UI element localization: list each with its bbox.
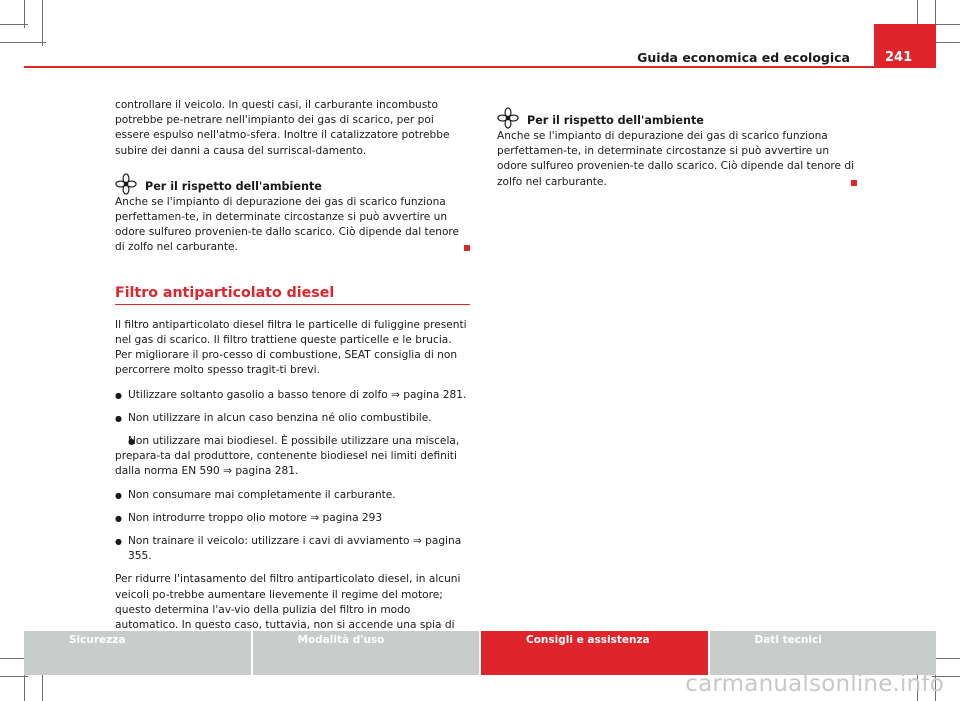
closing-text: Per ridurre l'intasamento del filtro antiparticolato diesel, in alcuni veicoli po-trebbe aumentare lievemente il regime del motore; questo determina l'av-vio della pulizia del filtro in modo automatico. In questo caso, tuttavia, non si accende una spia di bbox=[115, 573, 461, 632]
running-header-title: Guida economica ed ecologica bbox=[637, 50, 850, 65]
list-item: ● Non introdurre troppo olio motore ⇒ pagina 293 bbox=[115, 511, 470, 526]
environment-note-body: Anche se l'impianto di depurazione dei gas di scarico funziona perfettamen-te, in determinate circostanze si può avvertire un odore sulfureo provenien-te dallo scarico. Ciò dipende dal tenore di zolfo nel carburante. bbox=[497, 130, 855, 188]
crop-mark bbox=[932, 24, 960, 25]
crop-mark bbox=[0, 676, 28, 677]
environment-note-header bbox=[497, 107, 857, 129]
footer-tab-modalita-duso[interactable]: Modalità d'uso bbox=[253, 631, 480, 675]
list-item: ● Non consumare mai completamente il carburante. bbox=[115, 488, 470, 503]
footer-tab-dati-tecnici[interactable]: Dati tecnici bbox=[710, 631, 937, 675]
flower-environment-icon bbox=[497, 107, 519, 129]
crop-mark bbox=[0, 42, 46, 43]
list-item: ● Utilizzare soltanto gasolio a basso tenore di zolfo ⇒ pagina 281. bbox=[115, 388, 470, 403]
section-title: Filtro antiparticolato diesel bbox=[115, 286, 470, 305]
crop-mark bbox=[42, 0, 43, 46]
list-item: ● Non trainare il veicolo: utilizzare i cavi di avviamento ⇒ pagina 355. bbox=[115, 534, 470, 564]
page-number: 241 bbox=[874, 24, 936, 68]
environment-note-text bbox=[115, 195, 470, 256]
list-item: ● Non utilizzare mai biodiesel. È possibile utilizzare una miscela, prepara-ta dal produttore, contenente biodiesel nei limiti definiti dalla norma EN 590 ⇒ pagina 281. bbox=[115, 434, 470, 480]
crop-mark bbox=[24, 673, 25, 701]
list-item: ● Non utilizzare in alcun caso benzina né olio combustibile. bbox=[115, 411, 470, 426]
environment-note-title: Per il rispetto dell'ambiente bbox=[145, 179, 322, 193]
environment-note-text bbox=[497, 129, 857, 190]
footer-tab-sicurezza[interactable]: Sicurezza bbox=[24, 631, 251, 675]
section-end-marker bbox=[851, 180, 857, 186]
intro-paragraph: controllare il veicolo. In questi casi, il carburante incombusto potrebbe pe-netrare nell'impianto dei gas di scarico, per poi essere espulso nell'atmo-sfera. Inoltre il catalizzatore potrebbe subire dei danni a causa del surriscal-damento. bbox=[115, 99, 450, 157]
section-end-marker bbox=[464, 245, 470, 251]
watermark: carmanualsonline.info bbox=[685, 671, 944, 697]
environment-note-title: Per il rispetto dell'ambiente bbox=[527, 114, 704, 127]
instruction-list bbox=[115, 388, 470, 565]
environment-note-header bbox=[115, 173, 470, 195]
environment-note-body: Anche se l'impianto di depurazione dei gas di scarico funziona perfettamen-te, in determinate circostanze si può avvertire un odore sulfureo provenien-te dallo scarico. Ciò dipende dal tenore di zolfo nel carburante. bbox=[115, 195, 460, 254]
right-column bbox=[497, 107, 857, 190]
footer-chapter-nav bbox=[24, 631, 936, 675]
flower-environment-icon bbox=[115, 173, 137, 195]
left-column bbox=[115, 98, 470, 648]
footer-tab-consigli-e-assistenza[interactable]: Consigli e assistenza bbox=[481, 631, 708, 675]
section-intro-paragraph: Il filtro antiparticolato diesel filtra le particelle di fuliggine presenti nel gas di scarico. Il filtro trattiene queste particelle e le brucia. Per migliorare il pro-cesso di combustione, SEAT consiglia di non percorrere molto spesso tragit-ti brevi. bbox=[115, 318, 467, 377]
header-rule bbox=[24, 66, 936, 68]
crop-mark bbox=[0, 24, 28, 25]
